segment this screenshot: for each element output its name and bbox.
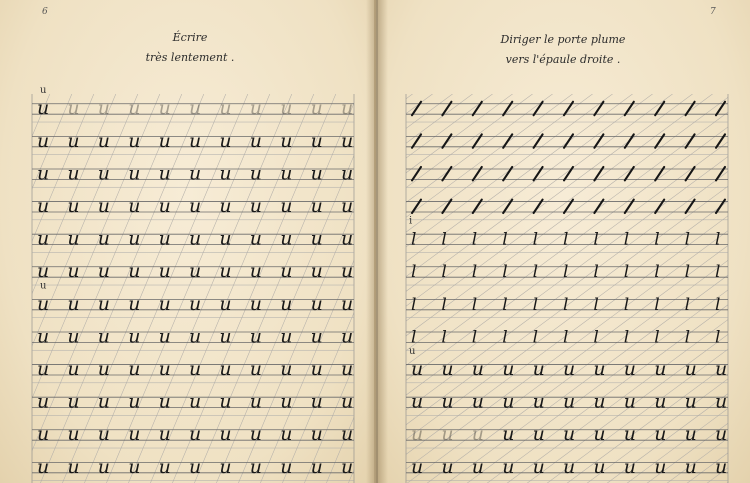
practice-letter: u [532, 390, 545, 413]
practice-letter: l [714, 229, 721, 250]
left-practice-row [32, 97, 354, 122]
practice-letter: l [532, 294, 539, 315]
practice-letter: l [532, 262, 539, 283]
right-heading-line-2: vers l'épaule droite . [505, 53, 621, 66]
practice-letter: l [654, 229, 660, 250]
right-heading-line-1: Diriger le porte plume [500, 33, 626, 46]
practice-letter: u [37, 260, 50, 283]
practice-letter: u [128, 455, 141, 478]
right-heading [433, 30, 693, 70]
practice-letter: u [340, 97, 354, 120]
practice-letter: u [97, 423, 111, 446]
slant-line [149, 84, 317, 483]
practice-letter: u [280, 358, 293, 381]
slant-line [744, 84, 750, 483]
practice-letter: l [471, 229, 478, 250]
practice-letter: l [563, 229, 569, 250]
practice-letter: u [128, 358, 141, 381]
practice-letter: u [219, 423, 232, 446]
practice-letter: u [471, 358, 485, 381]
practice-letter: u [128, 390, 141, 413]
practice-letter: u [97, 129, 111, 152]
practice-letter: u [532, 358, 545, 381]
practice-letter: l [441, 229, 447, 250]
practice-letter: l [563, 327, 569, 348]
practice-letter: u [97, 97, 111, 120]
practice-letter: u [310, 227, 323, 250]
practice-letter: u [340, 195, 354, 218]
practice-letter: u [310, 455, 323, 478]
practice-letter: u [219, 358, 232, 381]
left-practice-row [32, 358, 354, 383]
left-heading [60, 28, 320, 68]
practice-letter: l [623, 262, 630, 283]
practice-letter: u [684, 423, 697, 446]
practice-letter: l [411, 262, 417, 283]
left-practice-grid [32, 84, 354, 483]
right-grid-svg [406, 84, 728, 483]
practice-letter: l [502, 327, 508, 348]
practice-letter: u [37, 195, 50, 218]
right-practice-row [406, 102, 728, 122]
practice-letter: u [654, 455, 667, 478]
practice-letter: u [128, 129, 141, 152]
practice-letter: u [340, 129, 354, 152]
right-page [376, 0, 750, 483]
practice-letter: u [158, 227, 171, 250]
practice-letter: u [37, 325, 50, 348]
practice-letter: u [37, 162, 50, 185]
practice-letter: u [128, 423, 141, 446]
practice-letter: u [280, 227, 293, 250]
practice-letter: u [623, 390, 637, 413]
practice-letter: u [128, 195, 141, 218]
practice-letter: l [532, 229, 539, 250]
model-letter: i [409, 215, 413, 227]
practice-letter: u [441, 455, 454, 478]
practice-letter: u [249, 358, 263, 381]
practice-letter: l [502, 229, 508, 250]
right-practice-row [406, 456, 728, 481]
left-heading-line-1: Écrire [172, 31, 208, 44]
book-gutter [366, 0, 388, 483]
page-number-left: 6 [42, 7, 48, 17]
practice-letter: u [158, 423, 171, 446]
practice-letter: l [714, 262, 721, 283]
practice-letter: u [158, 325, 171, 348]
practice-letter: u [219, 195, 232, 218]
practice-letter: u [441, 358, 454, 381]
practice-letter: u [158, 292, 171, 315]
practice-letter: u [37, 358, 50, 381]
left-practice-row [32, 195, 354, 220]
practice-letter: u [189, 97, 202, 120]
practice-letter: u [654, 423, 667, 446]
right-practice-row [406, 167, 728, 187]
practice-letter: u [97, 260, 111, 283]
practice-letter: l [714, 327, 721, 348]
practice-letter: u [340, 325, 354, 348]
practice-letter: u [441, 390, 454, 413]
left-page [0, 0, 374, 483]
practice-letter: u [189, 358, 202, 381]
model-letter: u [409, 345, 416, 357]
practice-letter: u [219, 455, 232, 478]
right-practice-row [406, 391, 728, 416]
practice-letter: u [158, 358, 171, 381]
practice-letter: u [128, 260, 141, 283]
practice-letter: u [532, 455, 545, 478]
practice-letter: l [684, 262, 691, 283]
left-grid-svg [32, 84, 354, 483]
practice-letter: u [593, 423, 606, 446]
practice-letter: u [471, 423, 485, 446]
practice-letter: u [563, 455, 576, 478]
practice-letter: u [37, 129, 50, 152]
practice-letter: u [97, 358, 111, 381]
practice-letter: u [310, 390, 323, 413]
practice-letter: u [189, 325, 202, 348]
practice-letter: l [502, 262, 508, 283]
practice-letter: l [471, 294, 478, 315]
left-practice-row [32, 456, 354, 481]
left-heading-line-2: très lentement . [145, 51, 235, 64]
model-letter: u [40, 84, 47, 96]
practice-letter: u [249, 162, 263, 185]
practice-letter: u [189, 162, 202, 185]
slant-line [62, 84, 230, 483]
practice-letter: u [310, 292, 323, 315]
practice-letter: l [623, 229, 630, 250]
practice-letter: u [67, 455, 80, 478]
practice-letter: l [654, 327, 660, 348]
left-practice-row [32, 325, 354, 350]
practice-letter: u [189, 390, 202, 413]
practice-letter: u [340, 358, 354, 381]
practice-letter: u [502, 390, 515, 413]
slant-line [376, 84, 546, 483]
practice-letter: u [310, 260, 323, 283]
practice-letter: u [340, 390, 354, 413]
practice-letter: u [219, 325, 232, 348]
practice-letter: u [219, 260, 232, 283]
practice-letter: u [67, 129, 80, 152]
practice-letter: u [37, 97, 50, 120]
practice-letter: u [471, 455, 485, 478]
practice-letter: u [714, 455, 728, 478]
practice-letter: u [97, 227, 111, 250]
practice-letter: u [158, 260, 171, 283]
practice-letter: u [158, 455, 171, 478]
practice-letter: u [280, 292, 293, 315]
practice-letter: l [593, 327, 599, 348]
practice-letter: u [189, 195, 202, 218]
slant-line [664, 84, 750, 483]
practice-letter: l [441, 262, 447, 283]
practice-letter: u [37, 455, 50, 478]
practice-letter: l [593, 262, 599, 283]
practice-letter: u [249, 292, 263, 315]
practice-letter: u [97, 195, 111, 218]
right-practice-row [406, 262, 728, 285]
practice-letter: u [654, 358, 667, 381]
right-practice-row [406, 295, 728, 318]
practice-letter: u [593, 390, 606, 413]
page-number-right: 7 [710, 7, 716, 17]
practice-letter: u [502, 455, 515, 478]
practice-letter: u [340, 292, 354, 315]
practice-letter: u [280, 260, 293, 283]
practice-letter: u [714, 358, 728, 381]
practice-letter: u [189, 292, 202, 315]
practice-letter: u [219, 129, 232, 152]
practice-letter: u [340, 162, 354, 185]
practice-letter: u [684, 455, 697, 478]
practice-letter: u [280, 325, 293, 348]
practice-letter: u [280, 423, 293, 446]
practice-letter: l [654, 262, 660, 283]
practice-letter: u [340, 227, 354, 250]
practice-letter: u [310, 195, 323, 218]
practice-letter: u [411, 455, 424, 478]
practice-letter: u [280, 455, 293, 478]
practice-letter: u [310, 325, 323, 348]
slant-line [40, 84, 208, 483]
practice-letter: l [654, 294, 660, 315]
practice-letter: u [158, 97, 171, 120]
practice-letter: l [623, 327, 630, 348]
practice-letter: u [684, 390, 697, 413]
practice-letter: u [310, 129, 323, 152]
practice-letter: l [563, 262, 569, 283]
practice-letter: u [249, 423, 263, 446]
practice-letter: l [471, 262, 478, 283]
practice-letter: u [340, 260, 354, 283]
practice-letter: u [623, 358, 637, 381]
practice-letter: u [67, 97, 80, 120]
practice-letter: l [471, 327, 478, 348]
right-practice-row [406, 327, 728, 350]
practice-letter: u [67, 292, 80, 315]
practice-letter: u [249, 195, 263, 218]
practice-letter: u [37, 423, 50, 446]
practice-letter: u [623, 455, 637, 478]
practice-letter: l [411, 294, 417, 315]
practice-letter: u [67, 162, 80, 185]
practice-letter: u [563, 358, 576, 381]
practice-letter: l [593, 229, 599, 250]
left-practice-row [32, 130, 354, 155]
practice-letter: u [189, 129, 202, 152]
practice-letter: l [684, 229, 691, 250]
slant-line [127, 84, 295, 483]
slant-line [281, 84, 374, 483]
practice-letter: l [502, 294, 508, 315]
practice-letter: u [219, 292, 232, 315]
practice-letter: u [714, 390, 728, 413]
practice-letter: u [411, 423, 424, 446]
practice-letter: l [593, 294, 599, 315]
model-letter: u [40, 280, 47, 292]
left-practice-row [32, 260, 354, 285]
practice-letter: u [37, 227, 50, 250]
practice-letter: u [128, 292, 141, 315]
practice-letter: u [128, 162, 141, 185]
practice-letter: u [249, 390, 263, 413]
practice-letter: u [340, 455, 354, 478]
practice-letter: u [219, 227, 232, 250]
practice-letter: u [280, 390, 293, 413]
practice-letter: u [280, 97, 293, 120]
practice-letter: u [563, 423, 576, 446]
practice-letter: u [37, 390, 50, 413]
practice-letter: u [219, 97, 232, 120]
practice-letter: l [441, 327, 447, 348]
practice-letter: u [249, 227, 263, 250]
practice-letter: u [310, 423, 323, 446]
practice-letter: u [623, 423, 637, 446]
practice-letter: u [158, 162, 171, 185]
practice-letter: u [563, 390, 576, 413]
practice-letter: l [441, 294, 447, 315]
practice-letter: u [310, 162, 323, 185]
practice-letter: u [249, 455, 263, 478]
practice-letter: u [158, 390, 171, 413]
practice-letter: u [219, 390, 232, 413]
practice-letter: u [502, 358, 515, 381]
practice-letter: l [623, 294, 630, 315]
practice-letter: u [280, 162, 293, 185]
practice-letter: u [411, 390, 424, 413]
practice-letter: u [441, 423, 454, 446]
practice-letter: u [67, 423, 80, 446]
practice-letter: l [411, 327, 417, 348]
practice-letter: u [189, 423, 202, 446]
practice-letter: l [532, 327, 539, 348]
practice-letter: u [532, 423, 545, 446]
practice-letter: l [684, 327, 691, 348]
practice-letter: u [654, 390, 667, 413]
practice-letter: u [67, 325, 80, 348]
practice-letter: u [158, 129, 171, 152]
practice-letter: u [249, 325, 263, 348]
practice-letter: u [128, 97, 141, 120]
practice-letter: u [189, 260, 202, 283]
practice-letter: u [280, 129, 293, 152]
practice-letter: u [37, 292, 50, 315]
practice-letter: u [471, 390, 485, 413]
left-practice-row [32, 391, 354, 416]
practice-letter: u [67, 358, 80, 381]
practice-letter: u [158, 195, 171, 218]
practice-letter: u [219, 162, 232, 185]
practice-letter: u [128, 227, 141, 250]
practice-letter: u [249, 260, 263, 283]
practice-letter: u [310, 358, 323, 381]
practice-letter: u [67, 260, 80, 283]
practice-letter: u [189, 455, 202, 478]
practice-letter: l [411, 229, 417, 250]
practice-letter: u [67, 227, 80, 250]
practice-letter: u [411, 358, 424, 381]
practice-letter: l [563, 294, 569, 315]
practice-letter: u [684, 358, 697, 381]
practice-letter: u [249, 129, 263, 152]
practice-letter: u [67, 390, 80, 413]
practice-letter: u [97, 455, 111, 478]
practice-letter: u [593, 358, 606, 381]
practice-letter: u [310, 97, 323, 120]
practice-letter: u [340, 423, 354, 446]
practice-letter: u [189, 227, 202, 250]
slant-line [484, 84, 750, 483]
slant-line [376, 84, 486, 483]
right-practice-grid [406, 84, 728, 483]
practice-letter: u [593, 455, 606, 478]
practice-letter: u [97, 292, 111, 315]
practice-letter: u [97, 390, 111, 413]
left-practice-row [32, 293, 354, 318]
practice-letter: u [249, 97, 263, 120]
slant-line [0, 84, 32, 483]
practice-letter: u [280, 195, 293, 218]
practice-letter: u [502, 423, 515, 446]
practice-letter: u [97, 162, 111, 185]
practice-letter: l [684, 294, 691, 315]
practice-letter: u [128, 325, 141, 348]
practice-letter: u [97, 325, 111, 348]
practice-letter: l [714, 294, 721, 315]
practice-letter: u [67, 195, 80, 218]
practice-letter: u [714, 423, 728, 446]
